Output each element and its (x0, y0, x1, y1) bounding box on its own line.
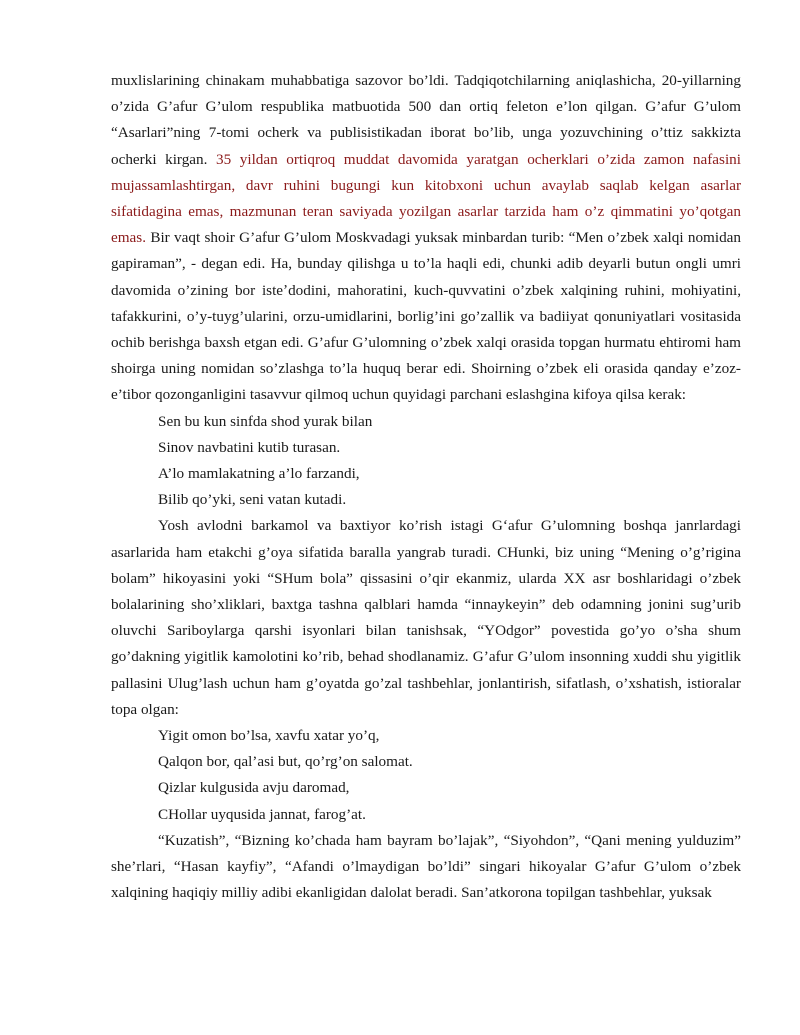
paragraph-1 (111, 68, 741, 409)
paragraph-1-intro: muxlislarining chinakam muhabbatiga sazovor bo’ldi. Tadqiqotchilarning aniqlashicha, 20-yillarning o’zida G’afur G’ulom respublika matbuotida 500 dan ortiq feleton e’lon qilgan. G’afur G’ulom “Asarlari”ning 7-tomi ocherk va publisistikadan iborat bo’lib, unga yozuvchining o’ttiz sakkizta ocherki kirgan. (111, 72, 741, 168)
verse-line: Qizlar kulgusida avju daromad, (158, 779, 350, 797)
highlighted-sentence: 35 yildan ortiqroq muddat davomida yaratgan ocherklari o’zida zamon nafasini mujassamlashtirgan, davr ruhini bugungi kun kitobxoni uchun avaylab saqlab kelgan asarlar sifatidagina emas, mazmunan teran saviyada yozilgan asarlar tarzida ham o’z qimmatini yo’qotgan emas. (111, 150, 741, 247)
verse-block-2 (111, 723, 741, 828)
verse-line: Yigit omon bo’lsa, xavfu xatar yo’q, (158, 727, 380, 745)
verse-line: Sinov navbatini kutib turasan. (158, 438, 341, 456)
paragraph-2: Yosh avlodni barkamol va baxtiyor ko’rish istagi G‘afur G’ulomning boshqa janrlardagi asarlarida ham etakchi g’oya sifatida baralla yangrab turadi. CHunki, biz uning “Mening o’g’rigina bolam” hikoyasini yoki “SHum bola” qissasini o’qir ekanmiz, ularda XX asr boshlaridagi o’zbek bolalarining sho’xliklari, baxtga tashna qalblari hamda “innaykeyin” deb odamning jonini sug’urib oluvchi Sariboylarga qarshi isyonlari bilan tanishsak, “YOdgor” povestida go’yo o’sha shum go’dakning yigitlik kamolotini ko’rib, behad shodlanamiz. G’afur G’ulom insonning xuddi shu yigitlik pallasini Ulug’lash uchun ham g’oyatda go’zal tashbehlar, jonlantirish, sifatlash, o’xshatish, istioralar topa olgan: (111, 517, 741, 718)
verse-block-1 (111, 409, 741, 514)
document-page (111, 68, 741, 907)
verse-line: A’lo mamlakatning a’lo farzandi, (158, 465, 360, 483)
verse-line: Qalqon bor, qal’asi but, qo’rg’on salomat. (158, 753, 413, 771)
paragraph-3: “Kuzatish”, “Bizning ko’chada ham bayram bo’lajak”, “Siyohdon”, “Qani mening yulduzim” she’rlari, “Hasan kayfiy”, “Afandi o’lmaydigan bo’ldi” singari hikoyalar G’afur G’ulom o’zbek xalqining haqiqiy milliy adibi ekanligidan dalolat beradi. San’atkorona topilgan tashbehlar, yuksak (111, 831, 741, 902)
verse-line: Sen bu kun sinfda shod yurak bilan (158, 412, 373, 430)
verse-line: Bilib qo’yki, seni vatan kutadi. (158, 491, 347, 509)
paragraph-1-body: Bir vaqt shoir G’afur G’ulom Moskvadagi yuksak minbardan turib: “Men o’zbek xalqi nomidan gapiraman”, - degan edi. Ha, bunday qilishga u to’la haqli edi, chunki adib deyarli butun ongli umri davomida o’zining bor isteʼdodini, mahoratini, kuch-quvvatini o’zbek xalqining ruhini, mohiyatini, tafakkurini, o’y-tuyg’ularini, orzu-umidlarini, borlig’ini go’zallik va badiiyat qonuniyatlari vositasida ochib berishga baxsh etgan edi. G’afur G’ulomning o’zbek xalqi orasida topgan hurmatu ehtiromi ham shoirga uning nomidan so’zlashga to’la huquq berar edi. Shoirning o’zbek eli orasida qanday e’zoz-e’tibor qozonganligini tasavvur qilmoq uchun quyidagi parchani eslashgina kifoya qilsa kerak: (111, 229, 741, 404)
verse-line: CHollar uyqusida jannat, farog’at. (158, 805, 366, 823)
